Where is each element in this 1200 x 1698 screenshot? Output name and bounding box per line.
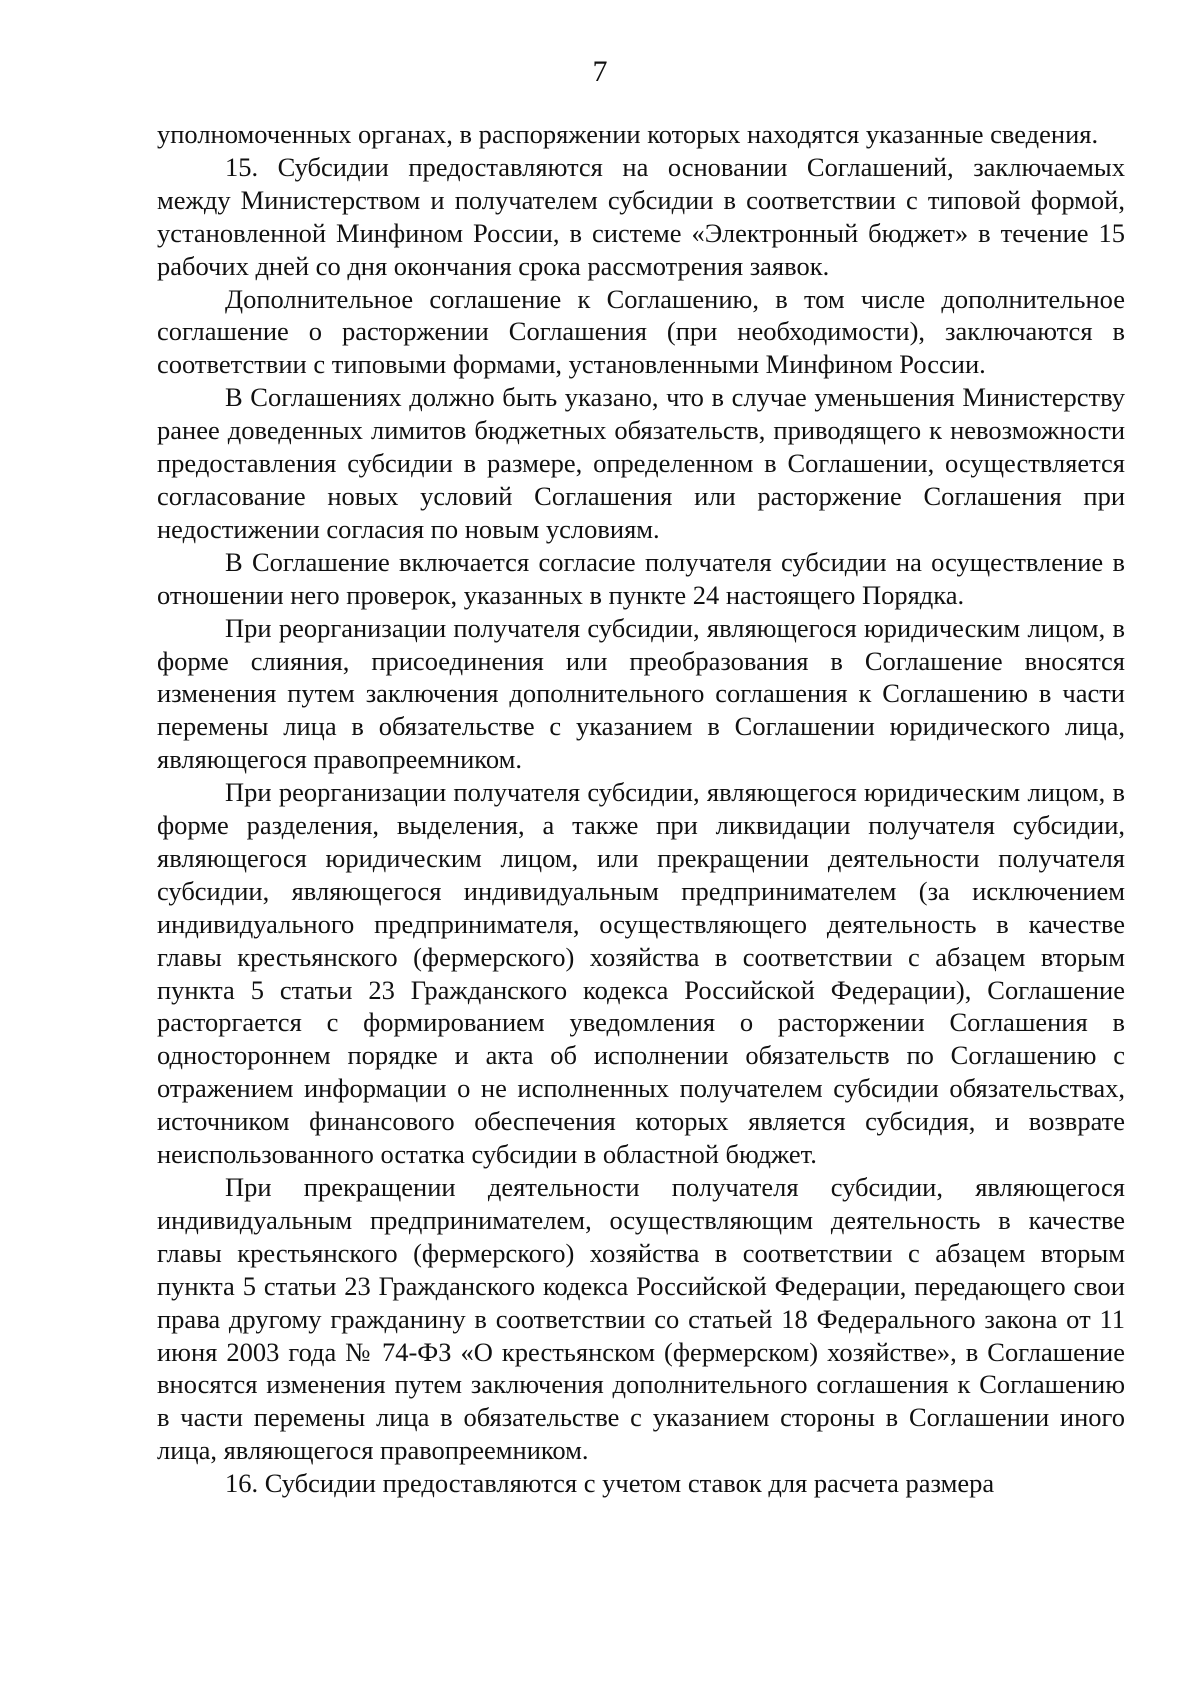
paragraph-item-15: 15. Субсидии предоставляются на основании Соглашений, заключаемых между Министерством и получателем субсидии в соответствии с типовой формой, установленной Минфином России, в системе «Электронный бюджет» в течение 15 рабочих дней со дня окончания срока рассмотрения заявок. <box>157 151 1125 281</box>
paragraph-reorganization-division: При реорганизации получателя субсидии, являющегося юридическим лицом, в форме разделения, выделения, а также при ликвидации получателя субсидии, являющегося юридическим лицом, или прекращении деятельности получателя субсидии, являющегося индивидуальным предпринимателем (за исключением индивидуального предпринимателя, осуществляющего деятельность в качестве главы крестьянского (фермерского) хозяйства в соответствии с абзацем вторым пункта 5 статьи 23 Гражданского кодекса Российской Федерации), Соглашение расторгается с формированием уведомления о расторжении Соглашения в одностороннем порядке и акта об исполнении обязательств по Соглашению с отражением информации о не исполненных получателем субсидии обязательствах, источником финансового обеспечения которых является субсидия, и возврате неиспользованного остатка субсидии в областной бюджет. <box>157 777 1125 1170</box>
paragraph-continuation: уполномоченных органах, в распоряжении которых находятся указанные сведения. <box>157 119 1099 149</box>
page-number: 7 <box>592 55 608 88</box>
paragraph-reorganization-merger: При реорганизации получателя субсидии, являющегося юридическим лицом, в форме слияния, присоединения или преобразования в Соглашение вносятся изменения путем заключения дополнительного соглашения к Соглашению в части перемены лица в обязательстве с указанием в Соглашении юридического лица, являющегося правопреемником. <box>157 612 1125 775</box>
document-body <box>157 118 1125 1500</box>
paragraph-farm-termination: При прекращении деятельности получателя субсидии, являющегося индивидуальным предпринимателем, осуществляющим деятельность в качестве главы крестьянского (фермерского) хозяйства в соответствии с абзацем вторым пункта 5 статьи 23 Гражданского кодекса Российской Федерации, передающего свои права другому гражданину в соответствии со статьей 18 Федерального закона от 11 июня 2003 года № 74-ФЗ «О крестьянском (фермерском) хозяйстве», в Соглашение вносятся изменения путем заключения дополнительного соглашения к Соглашению в части перемены лица в обязательстве с указанием стороны в Соглашении иного лица, являющегося правопреемником. <box>157 1172 1125 1466</box>
paragraph-limits-reduction: В Соглашениях должно быть указано, что в случае уменьшения Министерству ранее доведенных лимитов бюджетных обязательств, приводящего к невозможности предоставления субсидии в размере, определенном в Соглашении, осуществляется согласование новых условий Соглашения или расторжение Соглашения при недостижении согласия по новым условиям. <box>157 382 1125 544</box>
paragraph-inspection-consent: В Соглашение включается согласие получателя субсидии на осуществление в отношении него проверок, указанных в пункте 24 настоящего Порядка. <box>157 546 1125 610</box>
paragraph-additional-agreement: Дополнительное соглашение к Соглашению, в том числе дополнительное соглашение о расторжении Соглашения (при необходимости), заключаются в соответствии с типовыми формами, установленными Минфином России. <box>157 283 1125 380</box>
paragraph-item-16: 16. Субсидии предоставляются с учетом ставок для расчета размера <box>225 1468 995 1499</box>
